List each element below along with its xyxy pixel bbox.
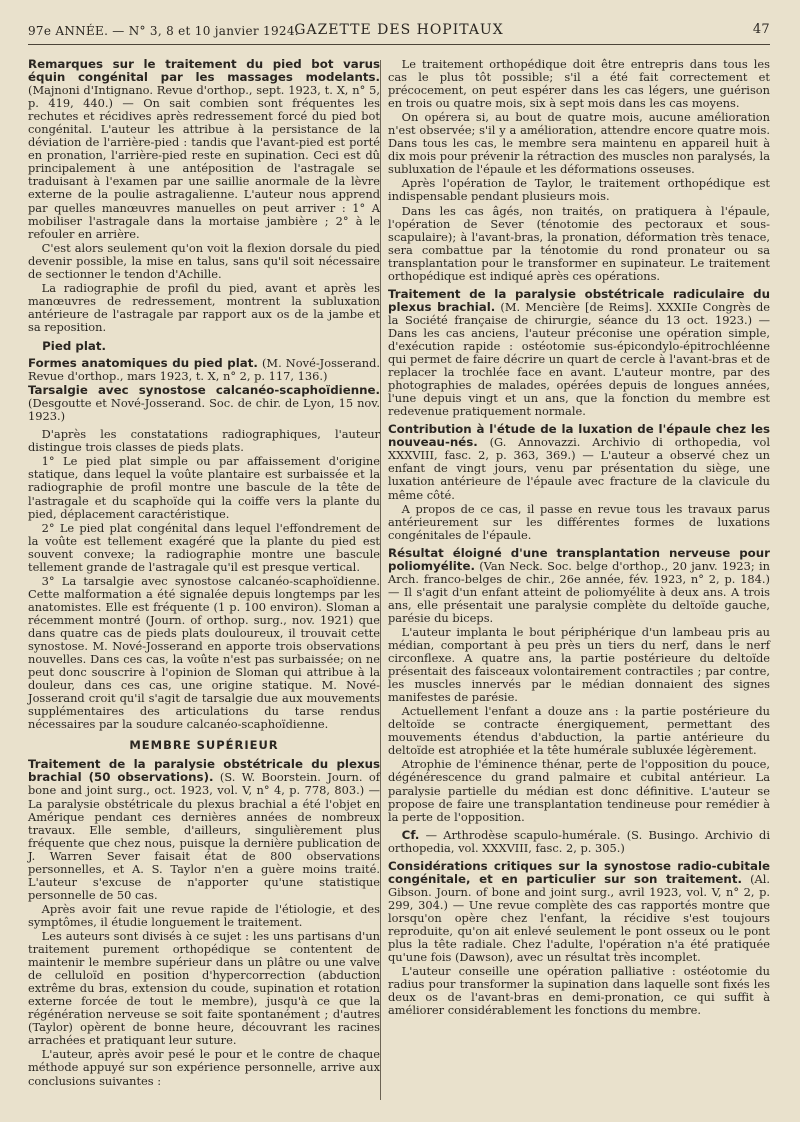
paragraph: 1° Le pied plat simple ou par affaissement d'origine statique, dans lequel la voûte plantaire est surbaissée et la radiographie de profil montre une bascule de la tête de l'astragale et du scaphoïde qui la coiffe vers la plante du pied, déplacement caractéristique.: [28, 454, 380, 521]
journal-title: GAZETTE DES HOPITAUX: [294, 22, 504, 38]
paragraph: Après avoir fait une revue rapide de l'étiologie, et des symptômes, il étudie longuement le traitement.: [28, 901, 380, 929]
paragraph: — La paralysie obstétricale du plexus brachial a été l'objet en Amérique pendant ces dernières années de nombreux travaux. Elle semble, d'ailleurs, singulièrement plus fréquente que chez nous, puisque la dernière publication de J. Warren Sever faisait état de 800 observations personnelles, et A. S. Taylor n'en a guère moins traité. L'auteur s'excuse de n'apporter qu'une statistique personnelle de 50 cas.: [28, 783, 380, 902]
paragraph: — On sait combien sont fréquentes les rechutes et récidives après redressement forcé du pied bot congénital. L'auteur les attribue à la persistance de la déviation de l'arrière-pied : tandis que l'avant-pied est porté en pronation, l'arrière-pied reste en supination. Ceci est dû principalement à une antéposition de l'astragale se traduisant à l'examen par une saillie anormale de la lèvre externe de la poulie astragalienne. L'auteur nous apprend par quelles manœuvres manuelles on peut arriver : 1° A mobiliser l'astragale dans la mortaise jambière ; 2° à le refouler en arrière.: [28, 96, 381, 241]
article-reference: (Van Neck. Soc. belge d'orthop., 20 janv. 1923; in Arch. franco-belges de chir., 26e année, fév. 1923, n° 2, p. 184.): [388, 558, 770, 586]
article-reference: (Desgoutte et Nové-Josserand. Soc. de chir. de Lyon, 15 nov. 1923.): [28, 396, 380, 424]
article-reference: (Majnoni d'Intignano. Revue d'orthop., sept. 1923, t. X, n° 5, p. 419, 440.): [28, 83, 380, 111]
section-heading-pied-plat: Pied plat.: [42, 338, 106, 353]
paragraph: A propos de ce cas, il passe en revue tous les travaux parus antérieurement sur les différentes formes de luxations congénitales de l'épaule.: [388, 501, 770, 542]
paragraph: On opérera si, au bout de quatre mois, aucune amélioration n'est observée; s'il y a amélioration, attendre encore quatre mois. Dans tous les cas, le membre sera maintenu en appareil huit à dix mois pour prévenir la rétraction des muscles non paralysés, la subluxation de l'épaule et les déformations osseuses.: [388, 110, 770, 177]
article-synostose-radio-cubitale: [388, 860, 770, 964]
paragraph: Après l'opération de Taylor, le traitement orthopédique est indispensable pendant plusieurs mois.: [388, 176, 770, 204]
article-title: Traitement de la paralysie obstétricale du plexus brachial (50 observations).: [28, 757, 380, 785]
column-divider: [380, 60, 381, 1100]
paragraph: Dans les cas âgés, non traités, on pratiquera à l'épaule, l'opération de Sever (ténotomie des pectoraux et sous-scapulaire); à l'avant-bras, la pronation, déformation très tenace, sera combattue par la ténotomie du rond pronateur ou sa transplantation pour le transformer en supinateur. Le traitement orthopédique est indiqué après ces opérations.: [388, 203, 770, 283]
page-header: [28, 22, 770, 42]
section-heading-membre-superieur: MEMBRE SUPÉRIEUR: [129, 738, 279, 753]
article-pied-bot: [28, 58, 380, 241]
article-plexus-brachial: [28, 758, 380, 902]
paragraph: 2° Le pied plat congénital dans lequel l'effondrement de la voûte est tellement exagéré que la plante du pied est souvent convexe; la radiographie montre une bascule tellement grande de l'astragale qu'il est presque vertical.: [28, 520, 380, 574]
paragraph: Actuellement l'enfant a douze ans : la partie postérieure du deltoïde se contracte énergiquement, permettant des mouvements étendus d'abduction, la partie antérieure du deltoïde est atrophiée et la tête humérale subluxée légèrement.: [388, 704, 770, 758]
article-title: Cf.: [401, 827, 420, 842]
page-number: 47: [752, 22, 770, 37]
paragraph: — Une revue complète des cas rapportés montre que lorsqu'on opère chez l'enfant, la récidive s'est toujours reproduite, qu'on ait enlevé seulement le pont osseux ou le pont plus la tête radiale. Chez l'adulte, l'opération n'a été pratiquée qu'une fois (Dawson), avec un résultat très incomplet.: [388, 897, 771, 965]
paragraph: — L'auteur a observé chez un enfant de vingt jours, venu par présentation du siège, une luxation antérieure de l'épaule avec fracture de la clavicule du même côté.: [388, 448, 770, 502]
article-title: Considérations critiques sur la synostose radio-cubitale congénitale, et en particulier sur son traitement.: [388, 858, 770, 886]
article-paralysie-radiculaire: [388, 288, 770, 418]
paragraph: La radiographie de profil du pied, avant et après les manœuvres de redressement, montrent la subluxation antérieure de l'astragale par rapport aux os de la jambe et sa reposition.: [28, 280, 380, 334]
article-formes-anatomiques: [28, 357, 380, 383]
paragraph: C'est alors seulement qu'on voit la flexion dorsale du pied devenir possible, la mise en talus, sans qu'il soit nécessaire de sectionner le tendon d'Achille.: [28, 240, 380, 281]
paragraph: Le traitement orthopédique doit être entrepris dans tous les cas le plus tôt possible; s'il a été fait correctement et précocement, on peut espérer dans les cas légers, une guérison en trois ou quatre mois, six à sept mois dans les cas moyens.: [388, 57, 770, 111]
right-column: [388, 58, 770, 1018]
paragraph: — Dans les cas anciens, l'auteur préconise une opération simple, d'exécution rapide : ostéotomie sus-épicondylo-épitrochléenne qui permet de faire décrire un quart de cercle à l'avant-bras et de replacer la trochlée face en avant. L'auteur montre, par des photographies de malades, opérées depuis de longues années, l'une depuis vingt et un ans, que la fonction du membre est redevenue pratiquement normale.: [388, 312, 770, 419]
paragraph: — Il s'agit d'un enfant atteint de poliomyélite à deux ans. A trois ans, elle présentait une paralysie complète du deltoïde gauche, parésie du biceps.: [388, 584, 770, 625]
article-title: Traitement de la paralysie obstétricale radiculaire du plexus brachial.: [388, 286, 770, 314]
article-title: Contribution à l'étude de la luxation de l'épaule chez les nouveau-nés.: [388, 422, 770, 450]
article-reference: (M. Mencière [de Reims]. XXXIIe Congrès de la Société française de chirurgie, séance du 13 oct. 1923.): [388, 299, 770, 327]
article-tarsalgie: [28, 384, 380, 423]
paragraph: L'auteur, après avoir pesé le pour et le contre de chaque méthode appuyé sur son expérience personnelle, arrive aux conclusions suivantes :: [28, 1047, 380, 1088]
paragraph: L'auteur conseille une opération palliative : ostéotomie du radius pour transformer la supination dans laquelle sont fixés les deux os de l'avant-bras en demi-pronation, ce qui suffit à améliorer considérablement les fonctions du membre.: [388, 964, 770, 1018]
article-reference: (M. Nové-Josserand. Revue d'orthop., mars 1923, t. X, n° 2, p. 117, 136.): [28, 356, 381, 384]
paragraph: L'auteur implanta le bout périphérique d'un lambeau pris au médian, comportant à peu près un tiers du nerf, dans le nerf circonflexe. A quatre ans, la partie postérieure du deltoïde présentait des faisceaux volontairement contractiles ; par contre, les muscles innervés par le médian donnaient des signes manifestes de parésie.: [388, 624, 770, 705]
article-reference: (G. Annovazzi. Archivio di orthopedia, vol XXXVIII, fasc. 2, p. 363, 369.): [388, 435, 770, 463]
paragraph: 3° La tarsalgie avec synostose calcanéo-scaphoïdienne. Cette malformation a été signalée depuis longtemps par les anatomistes. Elle est fréquente (1 p. 100 environ). Sloman a récemment montré (Journ. of orthop. surg., nov. 1921) que dans quatre cas de pieds plats douloureux, il trouvait cette synostose. M. Nové-Josserand en apporte trois observations nouvelles. Dans ces cas, la voûte n'est pas surbaissée; on ne peut donc souscrire à l'opinion de Sloman qui attribue à la douleur, dans ces cas, une origine statique. M. Nové-Josserand croit qu'il s'agit de tarsalgie due aux mouvements supplémentaires des articulations du tarse rendus nécessaires par la soudure calcanéo-scaphoïdienne.: [28, 573, 380, 732]
paragraph: D'après les constatations radiographiques, l'auteur distingue trois classes de pieds plats.: [28, 427, 380, 455]
article-luxation-epaule: [388, 423, 770, 501]
article-title: Remarques sur le traitement du pied bot varus équin congénital par les massages modelants.: [28, 57, 380, 85]
article-reference: — Arthrodèse scapulo-humérale. (S. Busingo. Archivio di orthopedia, vol. XXXVIII, fasc. 2, p. 305.): [388, 827, 770, 855]
article-transplantation-nerveuse: [388, 547, 770, 625]
article-title: Tarsalgie avec synostose calcanéo-scaphoïdienne.: [28, 383, 380, 398]
header-rule: [28, 44, 770, 45]
paragraph: Les auteurs sont divisés à ce sujet : les uns partisans d'un traitement purement orthopédique se contentent de maintenir le membre supérieur dans un plâtre ou une valve de celluloïd en position d'hypercorrection (abduction extrême du bras, extension du coude, supination et rotation externe forcée de tout le membre), jusqu'à ce que la régénération nerveuse se soit faite spontanément ; d'autres (Taylor) opèrent de bonne heure, découvrant les racines arrachées et pratiquant leur suture.: [28, 929, 380, 1048]
article-reference: (S. W. Boorstein. Journ. of bone and joint surg., oct. 1923, vol. V, n° 4, p. 778, 803.): [28, 770, 381, 798]
article-title: Formes anatomiques du pied plat.: [28, 356, 258, 371]
article-title: Résultat éloigné d'une transplantation nerveuse pour poliomyélite.: [388, 545, 770, 573]
article-reference: (Al. Gibson. Journ. of bone and joint surg., avril 1923, vol. V, n° 2, p. 299, 304.): [388, 871, 770, 912]
paragraph: Atrophie de l'éminence thénar, perte de l'opposition du pouce, dégénérescence du grand palmaire et cubital antérieur. La paralysie partielle du médian est donc définitive. L'auteur se propose de faire une transplantation tendineuse pour remédier à la perte de l'opposition.: [388, 757, 770, 824]
article-arthrodese: [388, 829, 770, 855]
left-column: [28, 58, 380, 1089]
issue-info: 97e ANNÉE. — N° 3, 8 et 10 janvier 1924.: [28, 24, 299, 38]
